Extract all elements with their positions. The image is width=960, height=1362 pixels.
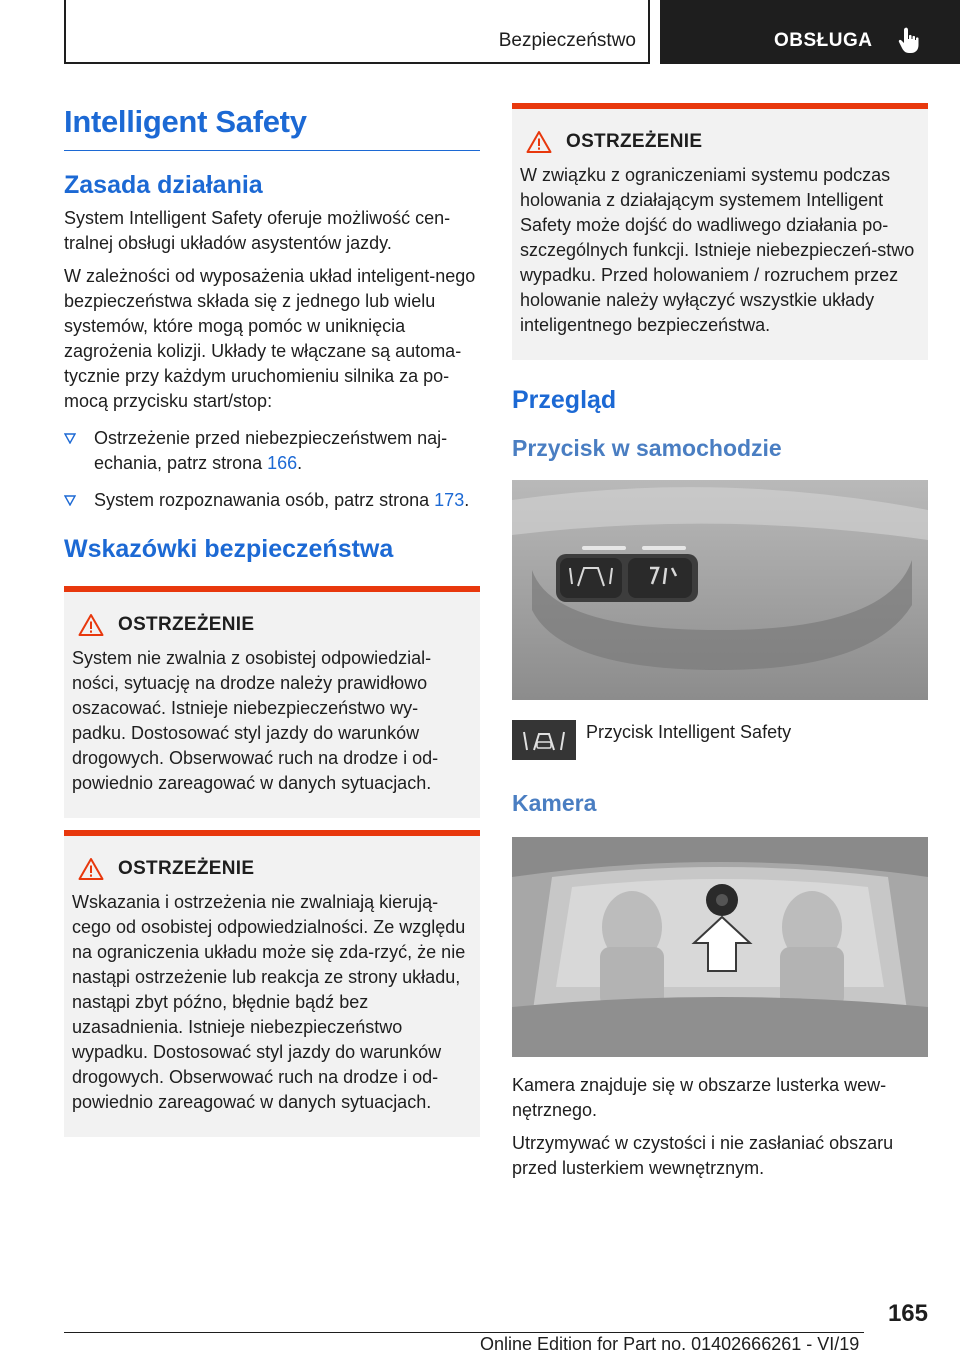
warning-triangle-icon: [526, 130, 552, 154]
caption-text: Przycisk Intelligent Safety: [586, 722, 792, 742]
paragraph-intro: System Intelligent Safety oferuje możliwość cen-tralnej obsługi układów asystentów jazdy.: [64, 208, 451, 253]
paragraph-components: W zależności od wyposażenia układ inteligent-nego bezpieczeństwa składa się z jednego lub wielu systemów, które mogą pomóc w uniknięcia zagrożenia kolizji. Układy te włączane są automa-tycznie przy każdym uruchomieniu silnika za po-mocą przycisku start/stop:: [64, 266, 476, 411]
heading-principle: Zasada działania: [64, 171, 263, 199]
system-list: [64, 426, 480, 513]
warning-header: [72, 610, 472, 640]
warning-box: [512, 103, 928, 360]
warning-label: OSTRZEŻENIE: [118, 858, 255, 879]
header-chapter-box: [660, 0, 960, 64]
warning-text: Wskazania i ostrzeżenia nie zwalniają kierują-cego od osobistej odpowiedzialności. Ze względu na ograniczenia układu może się zda-rzyć, że nie nastąpi ostrzeżenie lub reakcja ze strony układu, nastąpi zbyt późno, błędnie bądź bez uzasadnienia. Istnieje niebezpieczeństwo wypadku. Dostosować styl jazdy do warunków drogowych. Obserwować ruch na drodze i od-powiednio zareagować w danych sytuacjach.: [72, 892, 466, 1112]
triangle-bullet-icon: [64, 433, 76, 444]
paragraph-camera-care: Utrzymywać w czystości i nie zasłaniać obszaru przed lusterkiem wewnętrznym.: [512, 1133, 894, 1178]
intelligent-safety-button-icon: [512, 720, 576, 760]
list-item: [64, 426, 480, 476]
left-column: [64, 100, 480, 1137]
warning-box: [64, 830, 480, 1137]
heading-safety: Wskazówki bezpieczeństwa: [64, 535, 394, 563]
page-link-166[interactable]: 166: [267, 453, 298, 473]
list-item-text: Ostrzeżenie przed niebezpieczeństwem naj-echania, patrz strona: [94, 428, 448, 473]
camera-photo-illustration: [512, 837, 928, 1057]
page-number: 165: [887, 1300, 928, 1327]
list-item-text: System rozpoznawania osób, patrz strona: [94, 490, 435, 510]
page-title: Intelligent Safety: [64, 104, 480, 151]
warning-text: System nie zwalnia z osobistej odpowiedzial-ności, sytuację na drodze należy prawidłowo oszacować. Istnieje niebezpieczeństwo wy-padku. Dostosować styl jazdy do warunków drogowych. Obserwować ruch na drodze i od-powiednio zareagować w danych sytuacjach.: [72, 648, 439, 793]
footer-edition: Online Edition for Part no. 01402666261 - VI/19: [480, 1334, 860, 1354]
caption-row: [512, 720, 928, 760]
triangle-bullet-icon: [64, 495, 76, 506]
warning-triangle-icon: [78, 857, 104, 881]
header-section-title: Bezpieczeństwo: [498, 30, 636, 51]
warning-triangle-icon: [78, 613, 104, 637]
camera-photo: [512, 837, 928, 1057]
warning-box: [64, 586, 480, 818]
list-item-end: .: [297, 453, 303, 473]
warning-text: W związku z ograniczeniami systemu podczas holowania z działającym systemem Intelligent Safety może dojść do wadliwego działania po-szczególnych funkcji. Istnieje niebezpieczeń-stwo wypadku. Przed holowaniem / rozruchem przez holowanie należy wyłączyć wszystkie układy inteligentnego bezpieczeństwa.: [520, 165, 915, 335]
heading-overview: Przegląd: [512, 386, 617, 414]
list-item-end: .: [464, 490, 470, 510]
paragraph-camera-location: Kamera znajduje się w obszarze lusterka wew-nętrznego.: [512, 1075, 887, 1120]
page-link-173[interactable]: 173: [434, 490, 465, 510]
header-chapter-title: OBSŁUGA: [774, 30, 873, 51]
button-photo: [512, 480, 928, 700]
header-section-box: [64, 0, 650, 64]
pointing-hand-icon: [896, 26, 922, 54]
warning-label: OSTRZEŻENIE: [118, 614, 255, 635]
heading-camera: Kamera: [512, 790, 597, 816]
warning-header: [520, 127, 920, 157]
button-photo-illustration: [512, 480, 928, 700]
list-item: [64, 488, 480, 513]
heading-button: Przycisk w samochodzie: [512, 435, 782, 461]
footer-divider: [64, 1332, 864, 1333]
warning-header: [72, 854, 472, 884]
right-column: [512, 103, 928, 1181]
warning-label: OSTRZEŻENIE: [566, 131, 703, 152]
